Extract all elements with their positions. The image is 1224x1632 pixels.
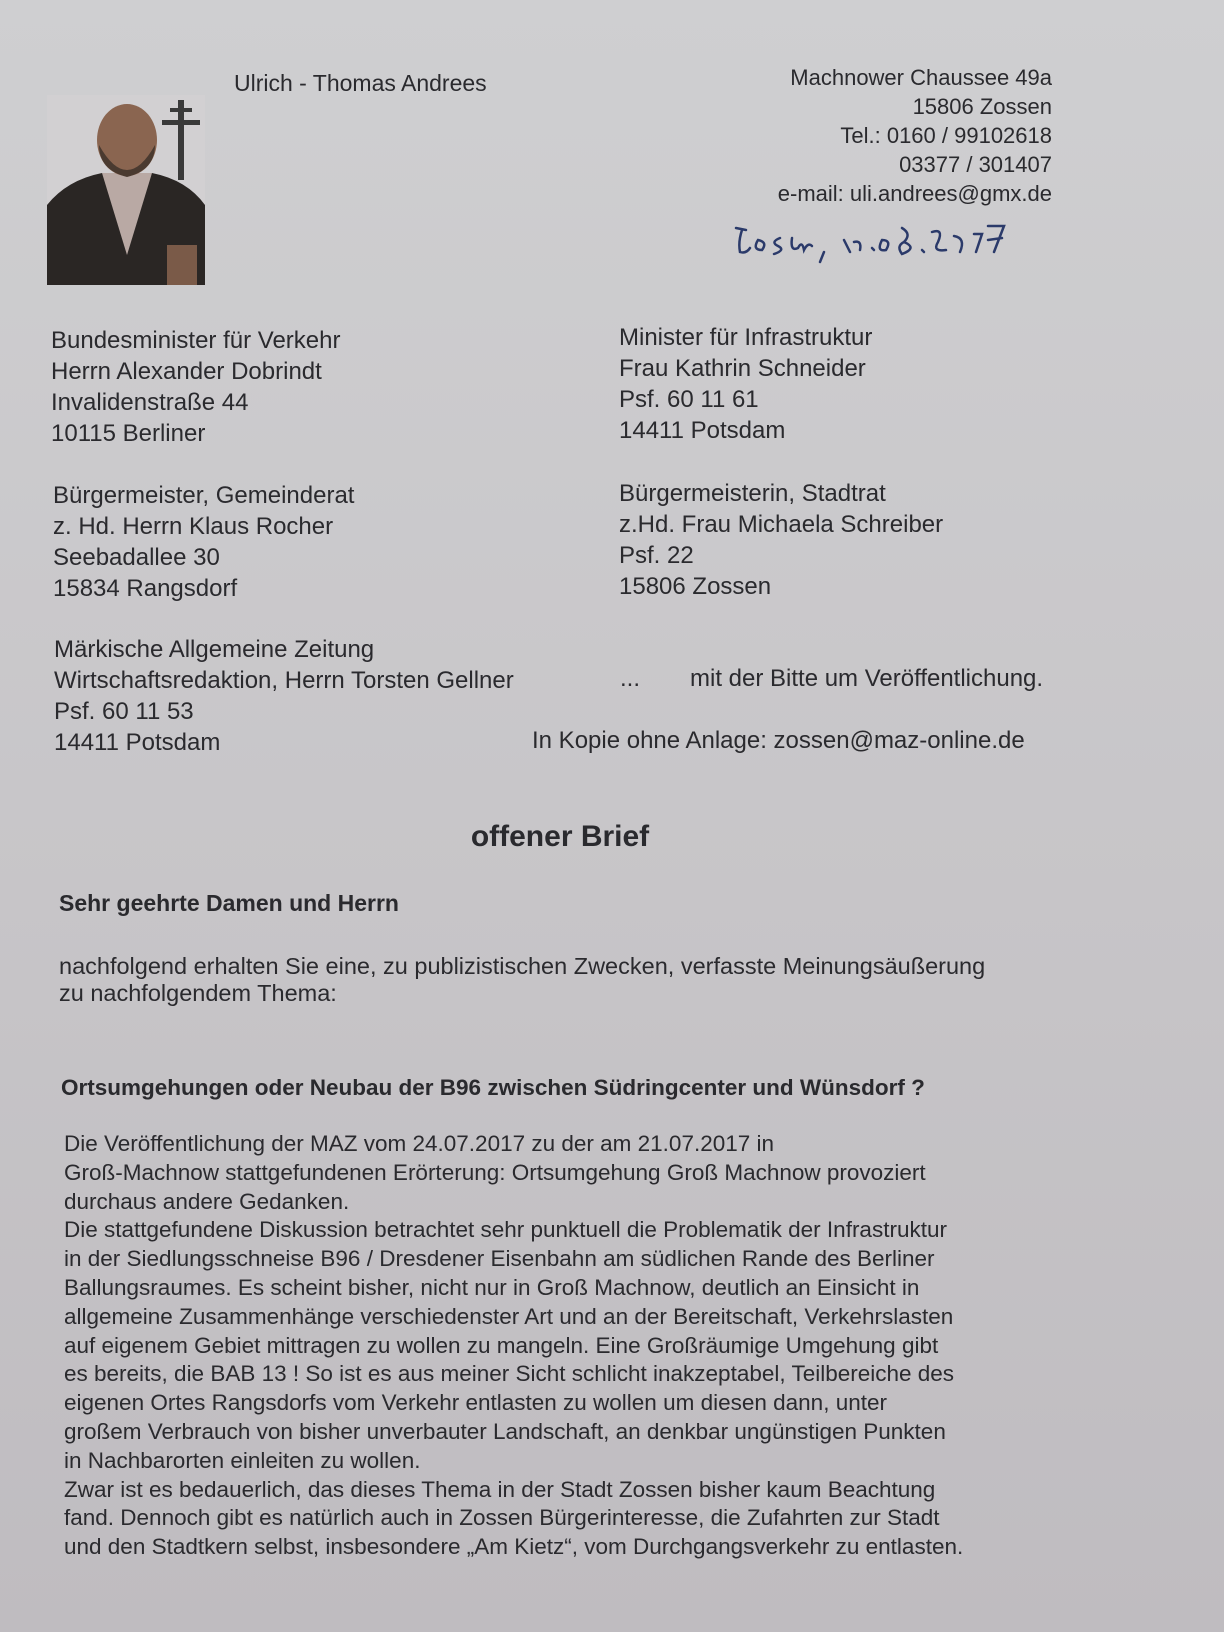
sender-phone-2: 03377 / 301407: [899, 152, 1052, 177]
address-line: Psf. 60 11 61: [619, 386, 759, 413]
body-line: Die stattgefundene Diskussion betrachtet sehr punktuell die Problematik der Infrastruktur: [64, 1217, 947, 1243]
body-line: auf eigenem Gebiet mittragen zu wollen zu mangeln. Eine Großräumige Umgehung gibt: [64, 1332, 939, 1358]
address-line: Seebadallee 30: [53, 544, 220, 571]
body-line: es bereits, die BAB 13 ! So ist es aus meiner Sicht schlicht inakzeptabel, Teilbereiche des: [64, 1361, 955, 1387]
address-line: 15834 Rangsdorf: [53, 575, 238, 602]
body-line: in Nachbarorten einleiten zu wollen.: [64, 1447, 421, 1473]
body-line: in der Siedlungsschneise B96 / Dresdener Eisenbahn am südlichen Rande des Berliner: [64, 1246, 935, 1272]
recipient-zossen: [619, 478, 943, 602]
body-line: großem Verbrauch von bisher unverbauter Landschaft, an denkbar ungünstigen Punkten: [64, 1418, 946, 1444]
body-line: Groß-Machnow stattgefundenen Erörterung: Ortsumgehung Groß Machnow provoziert: [64, 1159, 926, 1185]
sender-city: 15806 Zossen: [912, 94, 1052, 119]
topic-heading: Ortsumgehungen oder Neubau der B96 zwischen Südringcenter und Wünsdorf ?: [61, 1075, 925, 1100]
address-line: Herrn Alexander Dobrindt: [51, 358, 322, 385]
sender-phone: Tel.: 0160 / 99102618: [840, 123, 1052, 148]
address-line: Frau Kathrin Schneider: [619, 355, 866, 382]
body-line: eigenen Ortes Rangsdorfs vom Verkehr entlasten zu wollen um diesen dann, unter: [64, 1390, 887, 1416]
recipient-federal-minister: [51, 325, 340, 449]
sender-email: e-mail: uli.andrees@gmx.de: [777, 181, 1052, 206]
address-line: 14411 Potsdam: [54, 729, 221, 756]
note-dots: ...: [620, 665, 641, 692]
copy-note: In Kopie ohne Anlage: zossen@maz-online.de: [532, 727, 1025, 754]
address-line: Märkische Allgemeine Zeitung: [54, 636, 375, 663]
address-line: z. Hd. Herrn Klaus Rocher: [53, 513, 334, 540]
address-line: Bürgermeisterin, Stadtrat: [619, 480, 886, 507]
sender-street: Machnower Chaussee 49a: [790, 65, 1052, 90]
cross-icon: [158, 100, 204, 180]
sender-name: Ulrich - Thomas Andrees: [234, 70, 487, 96]
address-line: Bundesminister für Verkehr: [51, 327, 341, 354]
body-line: Zwar ist es bedauerlich, das dieses Thema in der Stadt Zossen bisher kaum Beachtung: [64, 1476, 936, 1502]
body-line: durchaus andere Gedanken.: [64, 1188, 350, 1214]
address-line: Bürgermeister, Gemeinderat: [53, 482, 355, 509]
sender-address: [778, 63, 1052, 208]
publication-request: mit der Bitte um Veröffentlichung.: [690, 665, 1044, 692]
address-line: Invalidenstraße 44: [51, 389, 249, 416]
address-line: z.Hd. Frau Michaela Schreiber: [619, 511, 944, 538]
address-line: Wirtschaftsredaktion, Herrn Torsten Gellner: [54, 667, 514, 694]
handwritten-place-date: [732, 218, 1062, 268]
address-line: Psf. 60 11 53: [54, 698, 194, 725]
body-text: [64, 1130, 1124, 1562]
intro-line: zu nachfolgendem Thema:: [59, 980, 337, 1006]
body-line: und den Stadtkern selbst, insbesondere „Am Kietz“, vom Durchgangsverkehr zu entlasten.: [64, 1534, 964, 1560]
body-line: fand. Dennoch gibt es natürlich auch in Zossen Bürgerinteresse, die Zufahrten zur Stadt: [64, 1505, 940, 1531]
address-line: 10115 Berliner: [51, 420, 206, 447]
body-line: Die Veröffentlichung der MAZ vom 24.07.2017 zu der am 21.07.2017 in: [64, 1131, 775, 1156]
salutation: Sehr geehrte Damen und Herrn: [59, 890, 399, 916]
recipient-state-minister: [619, 322, 872, 446]
address-line: Psf. 22: [619, 542, 694, 569]
intro-line: nachfolgend erhalten Sie eine, zu publizistischen Zwecken, verfasste Meinungsäußerung: [59, 953, 986, 979]
recipient-newspaper: [54, 634, 514, 758]
address-line: 14411 Potsdam: [619, 417, 786, 444]
address-line: 15806 Zossen: [619, 573, 772, 600]
intro-paragraph: [59, 953, 1119, 1007]
body-line: Ballungsraumes. Es scheint bisher, nicht nur in Groß Machnow, deutlich an Einsicht in: [64, 1274, 920, 1300]
recipient-rangsdorf: [53, 480, 354, 604]
letter-title: offener Brief: [470, 820, 650, 853]
body-line: allgemeine Zusammenhänge verschiedenster Art und an der Bereitschaft, Verkehrslasten: [64, 1303, 954, 1329]
address-line: Minister für Infrastruktur: [619, 324, 873, 351]
